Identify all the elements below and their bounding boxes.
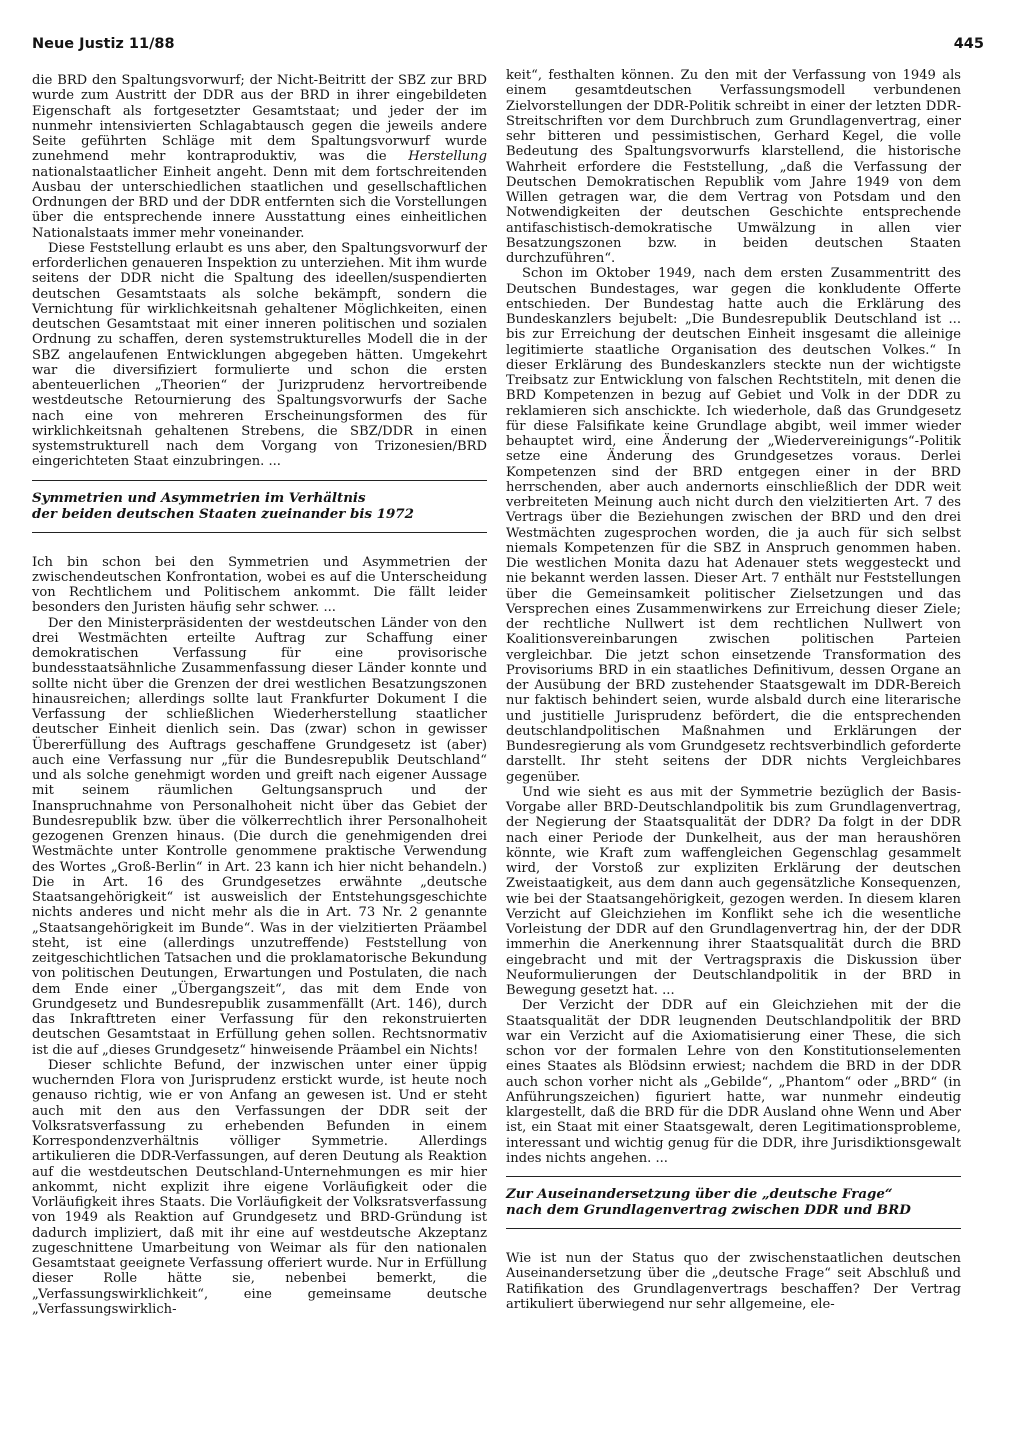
paragraph: Diese Feststellung erlaubt es uns aber, den Spaltungsvorwurf der erforderlichen genaueren Inspektion zu unterziehen. Mit ihm wurde seitens der DDR nicht die Spaltung des ideellen/suspendierten deutschen Gesamtstaats als solche bekämpft, sondern die Vernichtung für wirklichkeitsnah gehaltener Möglichkeiten, einen deutschen Gesamtstaat mit einer inneren politischen und sozialen Ordnung zu schaffen, deren systemstrukturelles Modell die in der SBZ angelaufenen Entwicklungen abgegeben hätten. Umgekehrt war die diversifiziert formulierte und schon die ersten abenteuerlichen „Theorien“ der Jurizprudenz hervortreibende westdeutsche Retournierung des Spaltungsvorwurfs der Sache nach eine von mehreren Erscheinungsformen des für wirklichkeitsnah gehaltenen Strebens, die SBZ/DDR in einen systemstrukturell nach dem Vorgang von Trizonesien/BRD eingerichteten Staat einzubringen. ... <box>32 240 487 470</box>
section-heading: Zur Auseinandersetzung über die „deutsche Frage“ nach dem Grundlagenvertrag zwischen DDR und BRD <box>506 1176 961 1229</box>
section-heading: Symmetrien und Asymmetrien im Verhältnis der beiden deutschen Staaten zueinander bis 1972 <box>32 480 487 533</box>
left-column <box>32 73 487 1317</box>
running-header <box>32 30 992 56</box>
paragraph: Wie ist nun der Status quo der zwischenstaatlichen deutschen Auseinandersetzung über die „deutsche Frage“ seit Abschluß und Ratifikation des Grundlagenvertrags beschaffen? Der Vertrag artikuliert überwiegend nur sehr allgemeine, ele- <box>506 1251 961 1312</box>
paragraph: Dieser schlichte Befund, der inzwischen unter einer üppig wuchernden Flora von Jurisprudenz erstickt wurde, ist heute noch genauso richtig, wie er von Anfang an gewesen ist. Und er steht auch mit den aus den Verfassungen der DDR seit der Volksratsverfassung zu erhebenden Befunden in einem Korrespondenzverhältnis völliger Symmetrie. Allerdings artikulieren die DDR-Verfassungen, auf deren Deutung als Reaktion auf die westdeutschen Deutschland-Unternehmungen es mir hier ankommt, nicht explizit ihre eigene Vorläufigkeit oder die Vorläufigkeit ihres Staats. Die Vorläufigkeit der Volksratsverfassung von 1949 als Reaktion auf Grundgesetz und BRD-Gründung ist dadurch impliziert, daß mit ihr eine auf westdeutsche Akzeptanz zugeschnittene Umarbeitung von Weimar als für den nationalen Gesamtstaat geeignete Verfassung offeriert wurde. Nur in Erfüllung dieser Rolle hätte sie, nebenbei bemerkt, die „Verfassungswirklichkeit“, eine gemeinsame deutsche „Verfassungswirklich- <box>32 1057 487 1317</box>
right-column <box>506 68 961 1312</box>
paragraph: Der den Ministerpräsidenten der westdeutschen Länder von den drei Westmächten erteilte Auftrag zur Schaffung einer demokratischen Verfassung für eine provisorische bundesstaatsähnliche Zusammenfassung dieser Länder konnte und sollte nicht über die Grenzen der drei westlichen Besatzungszonen hinausreichen; allerdings sollte laut Frankfurter Dokument I die Verfassung der schließlichen Wiederherstellung staatlicher deutscher Einheit dienlich sein. Das (zwar) schon in gewisser Übererfüllung des Auftrags geschaffene Grundgesetz ist (aber) auch eine Verfassung nur „für die Bundesrepublik Deutschland“ und als solche genehmigt worden und greift nach eigener Aussage mit seinem räumlichen Geltungsanspruch und der Inanspruchnahme von Personalhoheit nicht über das Gebiet der Bundesrepublik bzw. über die völkerrechtlich ihrer Personalhoheit gezogenen Grenzen hinaus. (Die durch die genehmigenden drei Westmächte unter Kontrolle genommene praktische Verwendung des Wortes „Groß-Berlin“ in Art. 23 kann ich hier nicht behandeln.) Die in Art. 16 des Grundgesetzes erwähnte „deutsche Staatsangehörigkeit“ ist ausweislich der Entstehungsgeschichte nichts anderes und nicht mehr als die in Art. 73 Nr. 2 genannte „Staatsangehörigkeit im Bunde“. Was in der vielzitierten Präambel steht, ist eine (allerdings unzutreffende) Feststellung von zeitgeschichtlichen Tatsachen und die proklamatorische Bekundung von politischen Deutungen, Erwartungen und Postulaten, die nach dem Ende einer „Übergangszeit“, das mit dem Ende von Grundgesetz und Bundesrepublik zusammenfällt (Art. 146), durch das Inkrafttreten einer Verfassung für den rekonstruierten deutschen Gesamtstaat in Erfüllung gehen sollen. Rechtsnormativ ist die auf „dieses Grundgesetz“ hinweisende Präambel ein Nichts! <box>32 615 487 1058</box>
journal-issue: Neue Justiz 11/88 <box>32 36 175 52</box>
paragraph: Und wie sieht es aus mit der Symmetrie bezüglich der Basis-Vorgabe aller BRD-Deutschlandpolitik bis zum Grundlagenvertrag, der Negierung der Staatsqualität der DDR? Da folgt in der DDR nach einer Periode der Dunkelheit, aus der man heraushören könnte, wie Kraft zum waffengleichen Gegenschlag gesammelt wird, der Vorstoß zur expliziten Erklärung der deutschen Zweistaatigkeit, aus dem dann auch gegensätzliche Konsequenzen, wie bei der Staatsangehörigkeit, gezogen werden. In diesem klaren Verzicht auf Gleichziehen im Konflikt sehe ich die wesentliche Vorleistung der DDR auf den Grundlagenvertrag hin, der der DDR immerhin die Anerkennung ihrer Staatsqualität durch die BRD eingebracht und mit der Vertragspraxis die Diskussion über Neuformulierungen der Deutschlandpolitik in der BRD in Bewegung gesetzt hat. ... <box>506 784 961 998</box>
paragraph: Ich bin schon bei den Symmetrien und Asymmetrien der zwischendeutschen Konfrontation, wobei es auf die Unterscheidung von Rechtlichem und Politischem ankommt. Die fällt leider besonders den Juristen häufig sehr schwer. ... <box>32 554 487 616</box>
paragraph: Der Verzicht der DDR auf ein Gleichziehen mit der die Staatsqualität der DDR leugnenden Deutschlandpolitik der BRD war ein Verzicht auf die Axiomatisierung einer These, die sich schon vor der formalen Lehre von den Konstitutionselementen eines Staates als Blödsinn erwiest; nachdem die BRD in der DDR auch schon vorher nicht als „Gebilde“, „Phantom“ oder „BRD“ (in Anführungszeichen) figuriert hatte, war nunmehr eindeutig klargestellt, daß die BRD für die DDR Ausland ohne Wenn und Aber ist, ein Staat mit einer Staatsgewalt, deren Legitimationsprobleme, interessant und wichtig genug für die DDR, ihre Jurisdiktionsgewalt indes nichts angehen. ... <box>506 998 961 1166</box>
page-number: 445 <box>953 36 984 52</box>
paragraph: keit“, festhalten können. Zu den mit der Verfassung von 1949 als einem gesamtdeutschen Verfassungsmodell verbundenen Zielvorstellungen der DDR-Politik schreibt in einer der letzten DDR-Streitschriften vor dem Durchbruch zum Grundlagenvertrag, einer sehr bitteren und pessimistischen, Gerhard Kegel, die volle Bedeutung des Spaltungsvorwurfs klarstellend, die historische Wahrheit erfordere die Feststellung, „daß die Verfassung der Deutschen Demokratischen Republik vom Jahre 1949 von dem Willen getragen war, die dem Vertrag von Potsdam und den Notwendigkeiten der deutschen Geschichte entsprechende antifaschistisch-demokratische Umwälzung in allen vier Besatzungszonen bzw. in beiden deutschen Staaten durchzuführen“. <box>506 68 961 266</box>
paragraph: Schon im Oktober 1949, nach dem ersten Zusammentritt des Deutschen Bundestages, war gegen die konkludente Offerte entschieden. Der Bundestag hatte auch die Erklärung des Bundeskanzlers bejubelt: „Die Bundesrepublik Deutschland ist ... bis zur Erreichung der deutschen Einheit insgesamt die alleinige legitimierte staatliche Organisation des deutschen Volkes.“ In dieser Erklärung des Bundeskanzlers steckte nun der wichtigste Treibsatz zur Entwicklung von falschen Rechtstiteln, mit denen die BRD Kompetenzen in bezug auf Gebiet und Volk in der DDR zu reklamieren sich anschickte. Ich wiederhole, daß das Grundgesetz für diese Falsifikate keine Grundlage abgibt, weil immer wieder behauptet wird, eine Änderung der „Wiedervereinigungs“-Politik setze eine Änderung des Grundgesetzes voraus. Derlei Kompetenzen sind der BRD entgegen einer in der BRD herrschenden, aber auch andernorts einschließlich der DDR weit verbreiteten Meinung auch nicht durch den vielzitierten Art. 7 des Vertrags über die Beziehungen zwischen der BRD und den drei Westmächten zugesprochen worden, die ja auch für sich selbst niemals Kompetenzen für die SBZ in Anspruch genommen haben. Die westlichen Monita dazu hat Adenauer stets weggesteckt und nie bekannt werden lassen. Dieser Art. 7 enthält nur Feststellungen über die Gemeinsamkeit politischer Zielsetzungen und das Versprechen eines Zusammenwirkens zur Erreichung dieser Ziele; der rechtliche Nullwert ist dem rechtlichen Nullwert von Koalitionsvereinbarungen zwischen politischen Parteien vergleichbar. Die jetzt schon einsetzende Transformation des Provisoriums BRD in ein staatliches Definitivum, dessen Organe an der Ausübung der BRD zustehender Staatsgewalt im DDR-Bereich nur faktisch behindert seien, wurde alsbald durch eine literarische und justitielle Jurisprudenz befördert, die die entsprechenden deutschlandpolitischen Maßnahmen und Erklärungen der Bundesregierung als vom Grundgesetz rechtsverbindlich geforderte darstellt. Ihr steht seitens der DDR nichts Vergleichbares gegenüber. <box>506 266 961 785</box>
paragraph: die BRD den Spaltungsvorwurf; der Nicht-Beitritt der SBZ zur BRD wurde zum Austritt der DDR aus der BRD in ihrer eingebildeten Eigenschaft als fortgesetzter Gesamtstaat; und jeder der im nunmehr intensivierten Schlagabtausch gegen die jeweils andere Seite geführten Schläge mit dem Spaltungsvorwurf wurde zunehmend mehr kontraproduktiv, was die Herstellung nationalstaatlicher Einheit angeht. Denn mit dem fortschreitenden Ausbau der unterschiedlichen staatlichen und gesellschaftlichen Ordnungen der BRD und der DDR entfernten sich die Vorstellungen über die entsprechende innere Ausstattung eines einheitlichen Nationalstaats immer mehr voneinander. <box>32 73 487 241</box>
emphasis: Herstellung <box>408 149 487 165</box>
